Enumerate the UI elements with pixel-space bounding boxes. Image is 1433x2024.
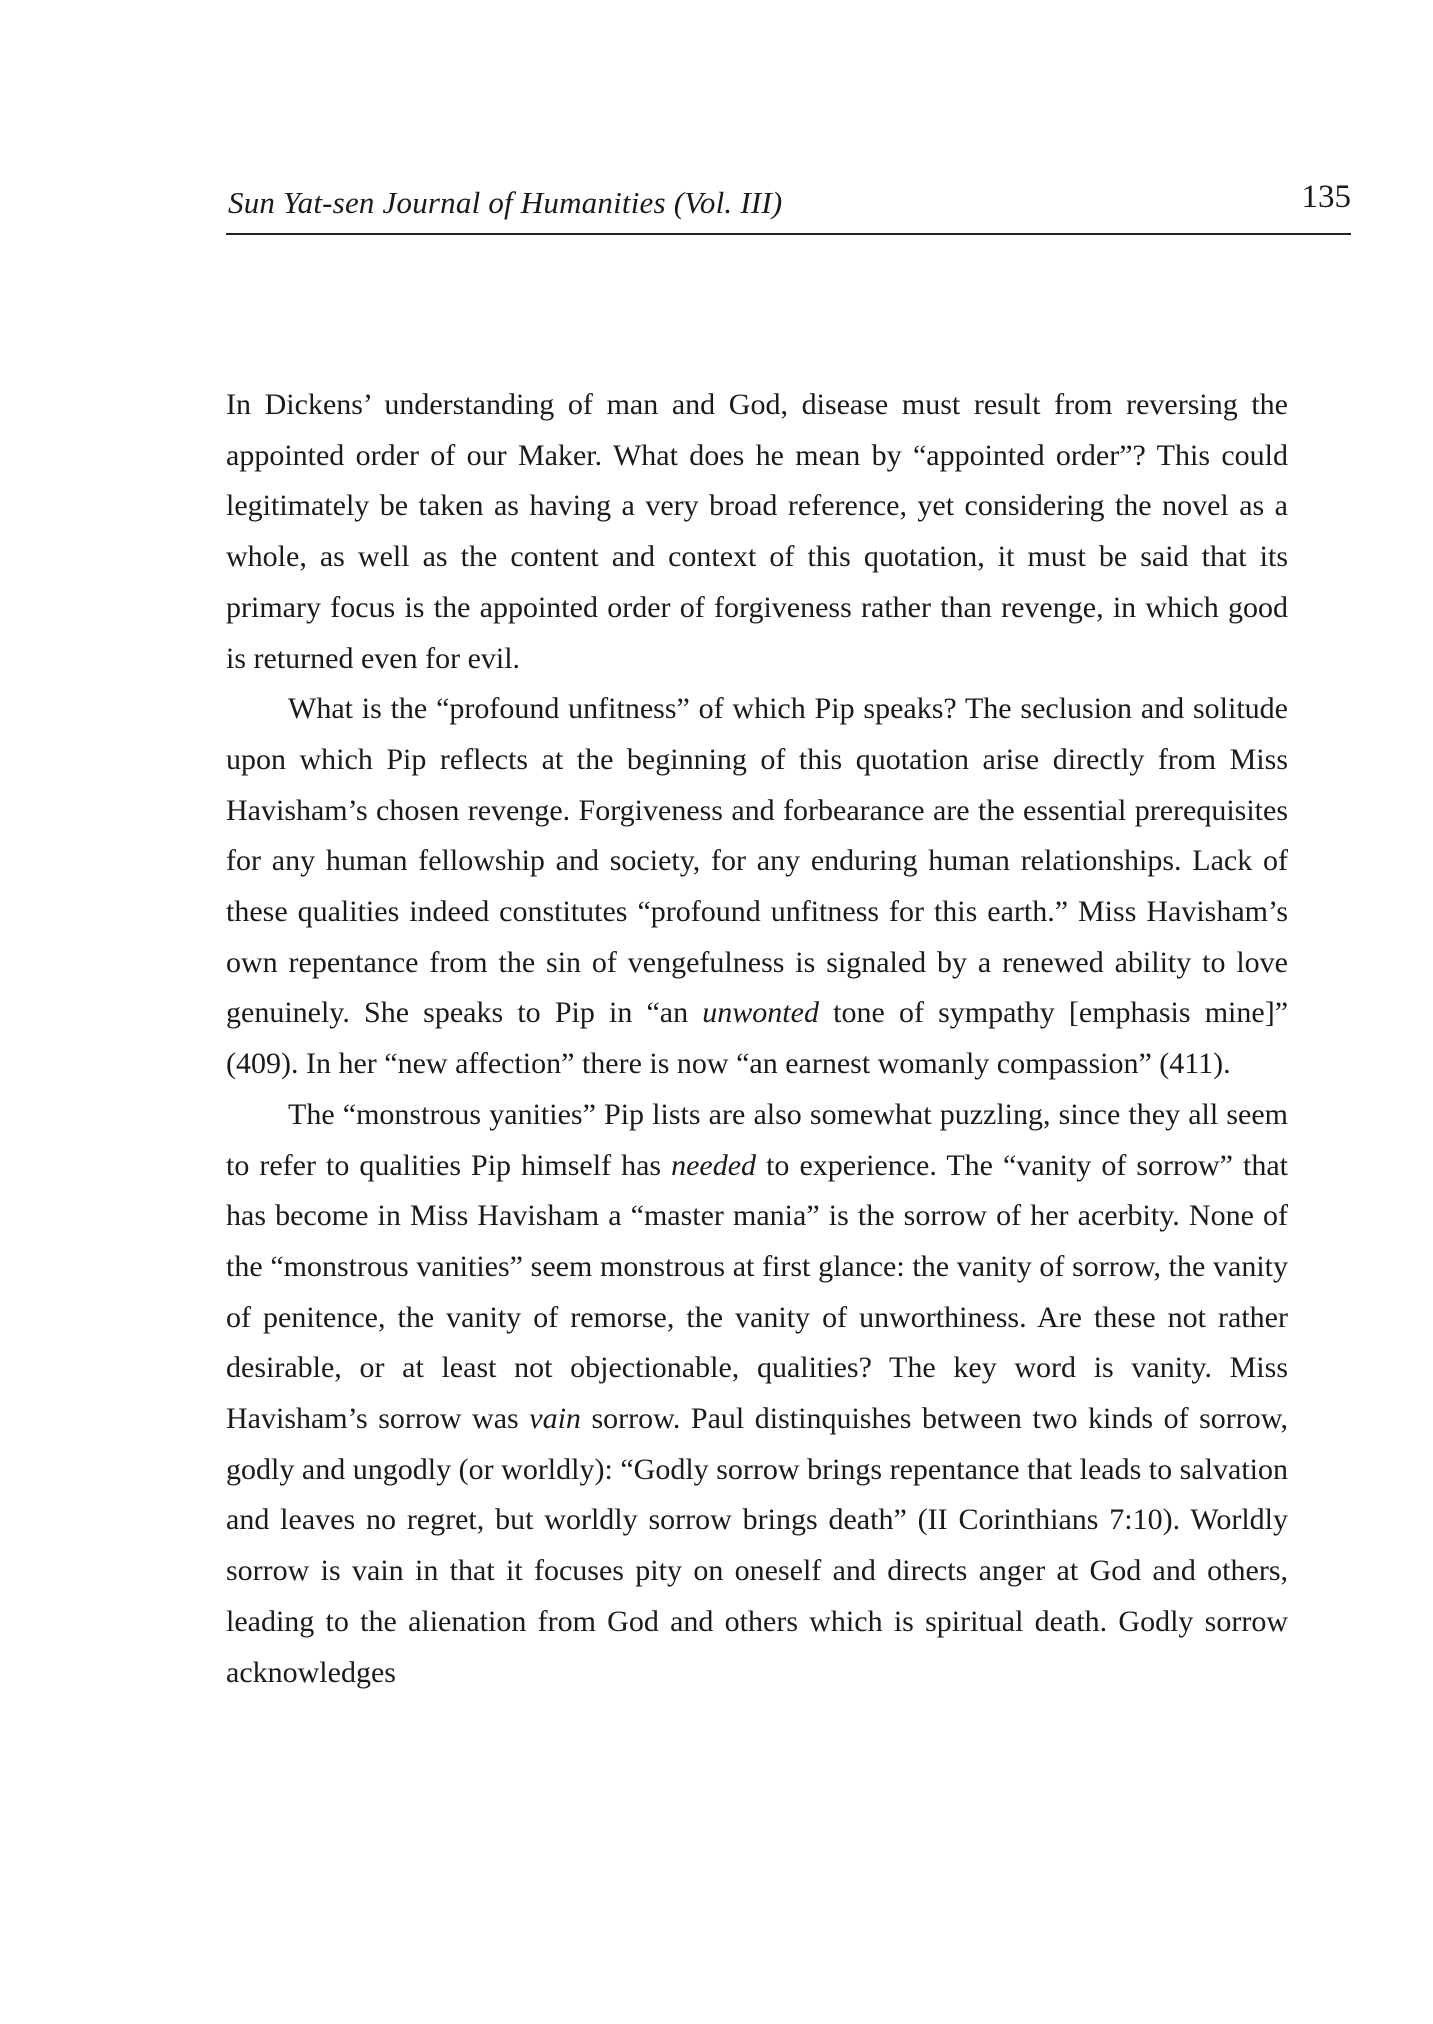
paragraph-1 bbox=[226, 380, 1288, 684]
journal-title: Sun Yat-sen Journal of Humanities (Vol. III) bbox=[228, 185, 783, 220]
paragraph-3 bbox=[226, 1090, 1288, 1698]
emphasis-text: vain bbox=[529, 1402, 581, 1436]
paragraph-text: sorrow. Paul distinquishes between two kinds of sorrow, godly and ungodly (or worldly): “Godly sorrow brings repentance that leads to salvation and leaves no regret, but worldly sorrow brings death” (II Corinthians 7:10). Worldly sorrow is vain in that it focuses pity on oneself and directs anger at God and others, leading to the alienation from God and others which is spiritual death. Godly sorrow acknowledges bbox=[226, 1402, 1288, 1689]
emphasis-text: needed bbox=[671, 1148, 757, 1182]
page-number: 135 bbox=[1301, 179, 1351, 215]
emphasis-text: unwonted bbox=[702, 996, 819, 1030]
paragraph-text: tone of sympathy [emphasis mine]” (409). In her “new affection” there is now “an earnest womanly compassion” (411). bbox=[226, 996, 1289, 1081]
running-header bbox=[226, 179, 1351, 235]
paragraph-2 bbox=[226, 684, 1288, 1090]
paragraph-text: The “monstrous yanities” Pip lists are also somewhat puzzling, since they all seem to refer to qualities Pip himself has bbox=[226, 1097, 1288, 1182]
paragraph-text: to experience. The “vanity of sorrow” that has become in Miss Havisham a “master mania” is the sorrow of her acerbity. None of the “monstrous vanities” seem monstrous at first glance: the vanity of sorrow, the vanity of penitence, the vanity of remorse, the vanity of unworthiness. Are these not rather desirable, or at least not objectionable, qualities? The key word is vanity. Miss Havisham’s sorrow was bbox=[226, 1148, 1288, 1436]
body-text bbox=[226, 380, 1288, 1698]
paragraph-text: What is the “profound unfitness” of which Pip speaks? The seclusion and solitude upon which Pip reflects at the beginning of this quotation arise directly from Miss Havisham’s chosen revenge. Forgiveness and forbearance are the essential prerequisites for any human fellowship and society, for any enduring human relationships. Lack of these qualities indeed constitutes “profound unfitness for this earth.” Miss Havisham’s own repentance from the sin of vengefulness is signaled by a renewed ability to love genuinely. She speaks to Pip in “an bbox=[226, 692, 1288, 1030]
paragraph-text: In Dickens’ understanding of man and God, disease must result from reversing the appointed order of our Maker. What does he mean by “appointed order”? This could legitimately be taken as having a very broad reference, yet considering the novel as a whole, as well as the content and context of this quotation, it must be said that its primary focus is the appointed order of forgiveness rather than revenge, in which good is returned even for evil. bbox=[226, 388, 1288, 675]
